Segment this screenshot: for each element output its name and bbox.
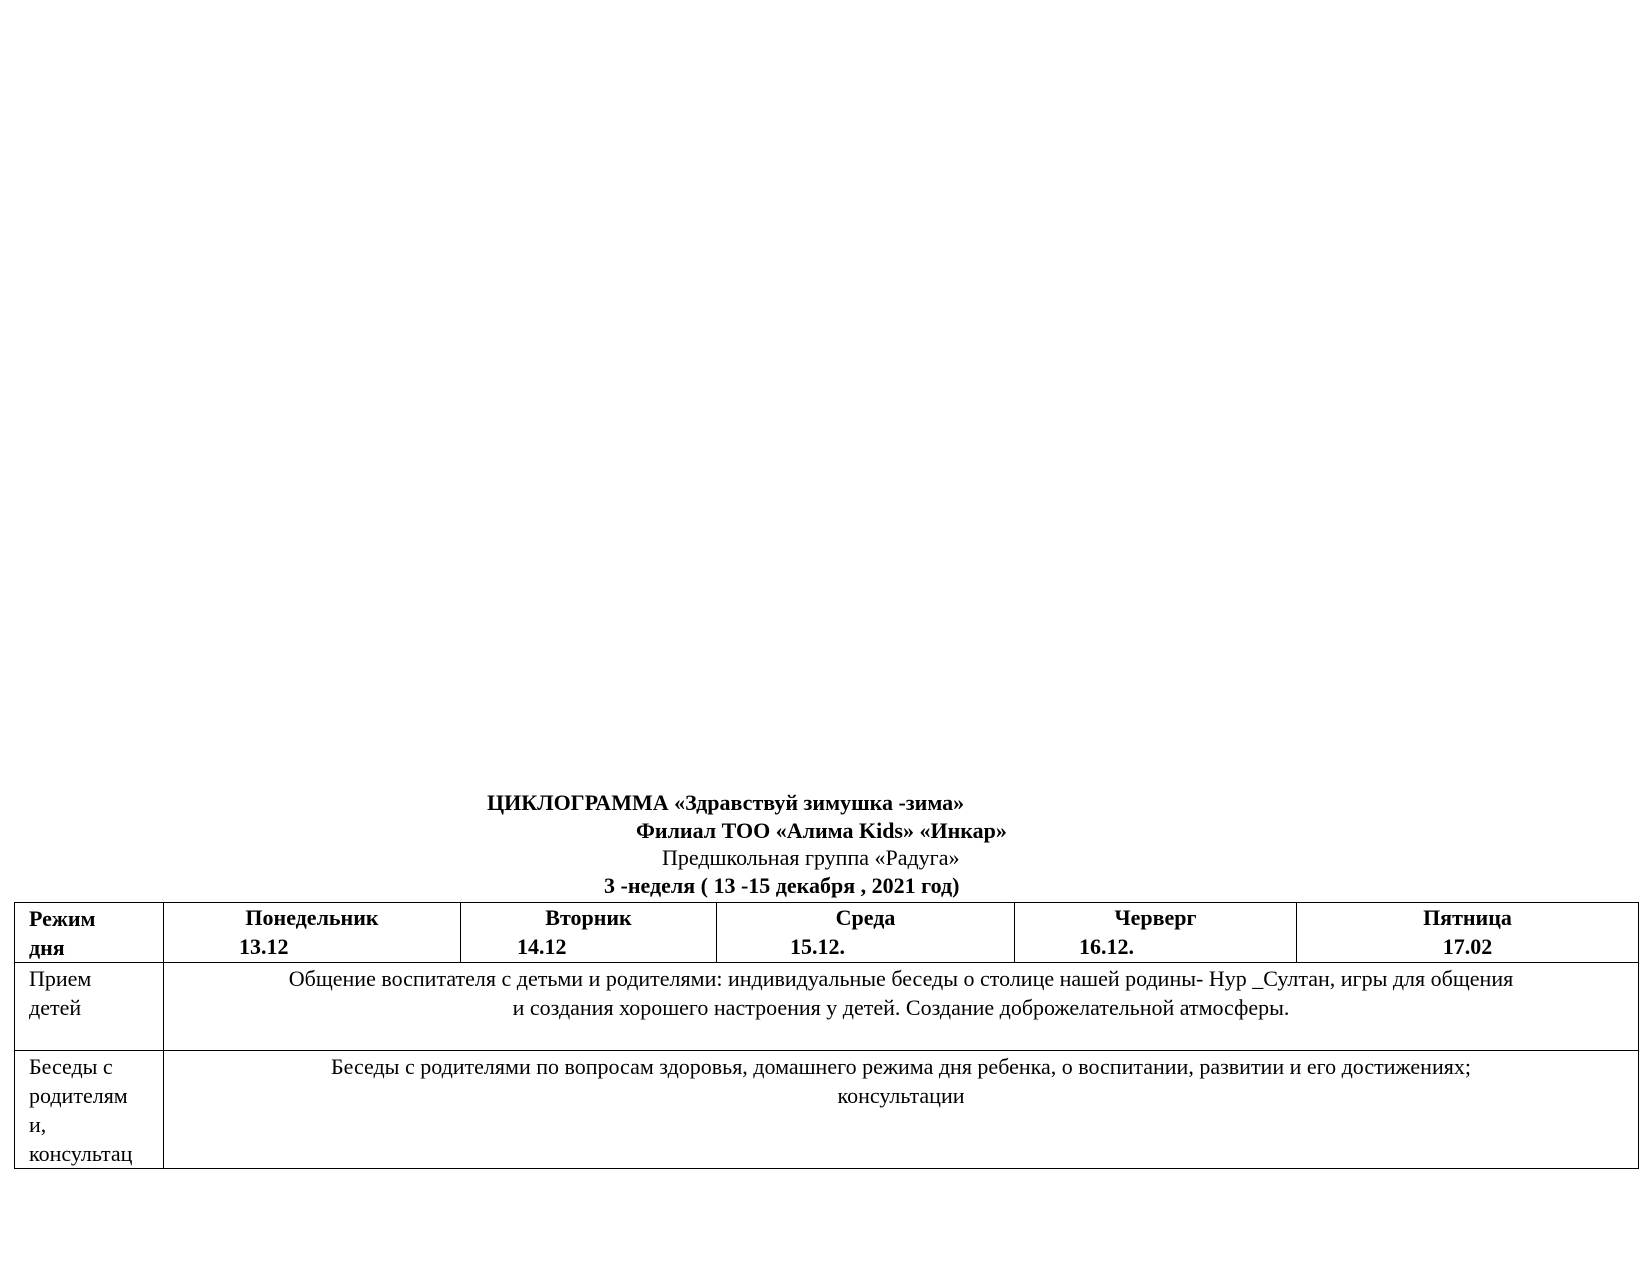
content-line: консультации <box>837 1083 965 1108</box>
row-content-parents <box>164 1051 1639 1169</box>
row-label-parents <box>15 1051 164 1169</box>
row-content-reception <box>164 963 1639 1051</box>
corner-label-line1: Режим <box>29 906 96 931</box>
schedule-table <box>14 902 1639 1169</box>
content-line: и создания хорошего настроения у детей. Создание доброжелательной атмосферы. <box>512 995 1290 1020</box>
row-label-line: и, <box>29 1112 47 1137</box>
content-line: Общение воспитателя с детьми и родителями: индивидуальные беседы о столице нашей родины- Нур _Султан, игры для общения <box>288 966 1514 991</box>
row-label-line: детей <box>29 995 82 1020</box>
row-label-line: Беседы с <box>29 1054 113 1079</box>
table-header-row <box>15 903 1639 963</box>
day-name: Черверг <box>1114 905 1197 930</box>
branch-name: Филиал ТОО «Алима Kids» «Инкар» <box>636 818 1007 843</box>
row-label-line: родителям <box>29 1083 128 1108</box>
table-row <box>15 963 1639 1051</box>
day-date: 13.12 <box>239 934 289 959</box>
day-header-tuesday <box>461 903 717 963</box>
group-name: Предшкольная группа «Радуга» <box>662 845 960 870</box>
corner-cell <box>15 903 164 963</box>
day-header-wednesday <box>717 903 1015 963</box>
day-date: 16.12. <box>1079 934 1134 959</box>
day-name: Вторник <box>545 905 632 930</box>
day-date: 17.02 <box>1442 934 1493 959</box>
corner-label-line2: дня <box>29 935 65 960</box>
day-header-monday <box>164 903 461 963</box>
week-range: 3 -неделя ( 13 -15 декабря , 2021 год) <box>604 873 960 898</box>
document-title: ЦИКЛОГРАММА «Здравствуй зимушка -зима» <box>487 790 965 815</box>
day-name: Пятница <box>1423 905 1512 930</box>
day-date: 14.12 <box>517 934 567 959</box>
row-label-line: консультац <box>29 1141 133 1166</box>
day-header-friday <box>1297 903 1639 963</box>
table-row <box>15 1051 1639 1169</box>
day-name: Среда <box>835 905 896 930</box>
content-line: Беседы с родителями по вопросам здоровья, домашнего режима дня ребенка, о воспитании, развитии и его достижениях; <box>331 1054 1471 1079</box>
day-date: 15.12. <box>790 934 845 959</box>
day-header-thursday <box>1015 903 1297 963</box>
row-label-line: Прием <box>29 966 92 991</box>
row-label-reception <box>15 963 164 1051</box>
day-name: Понедельник <box>245 905 379 930</box>
